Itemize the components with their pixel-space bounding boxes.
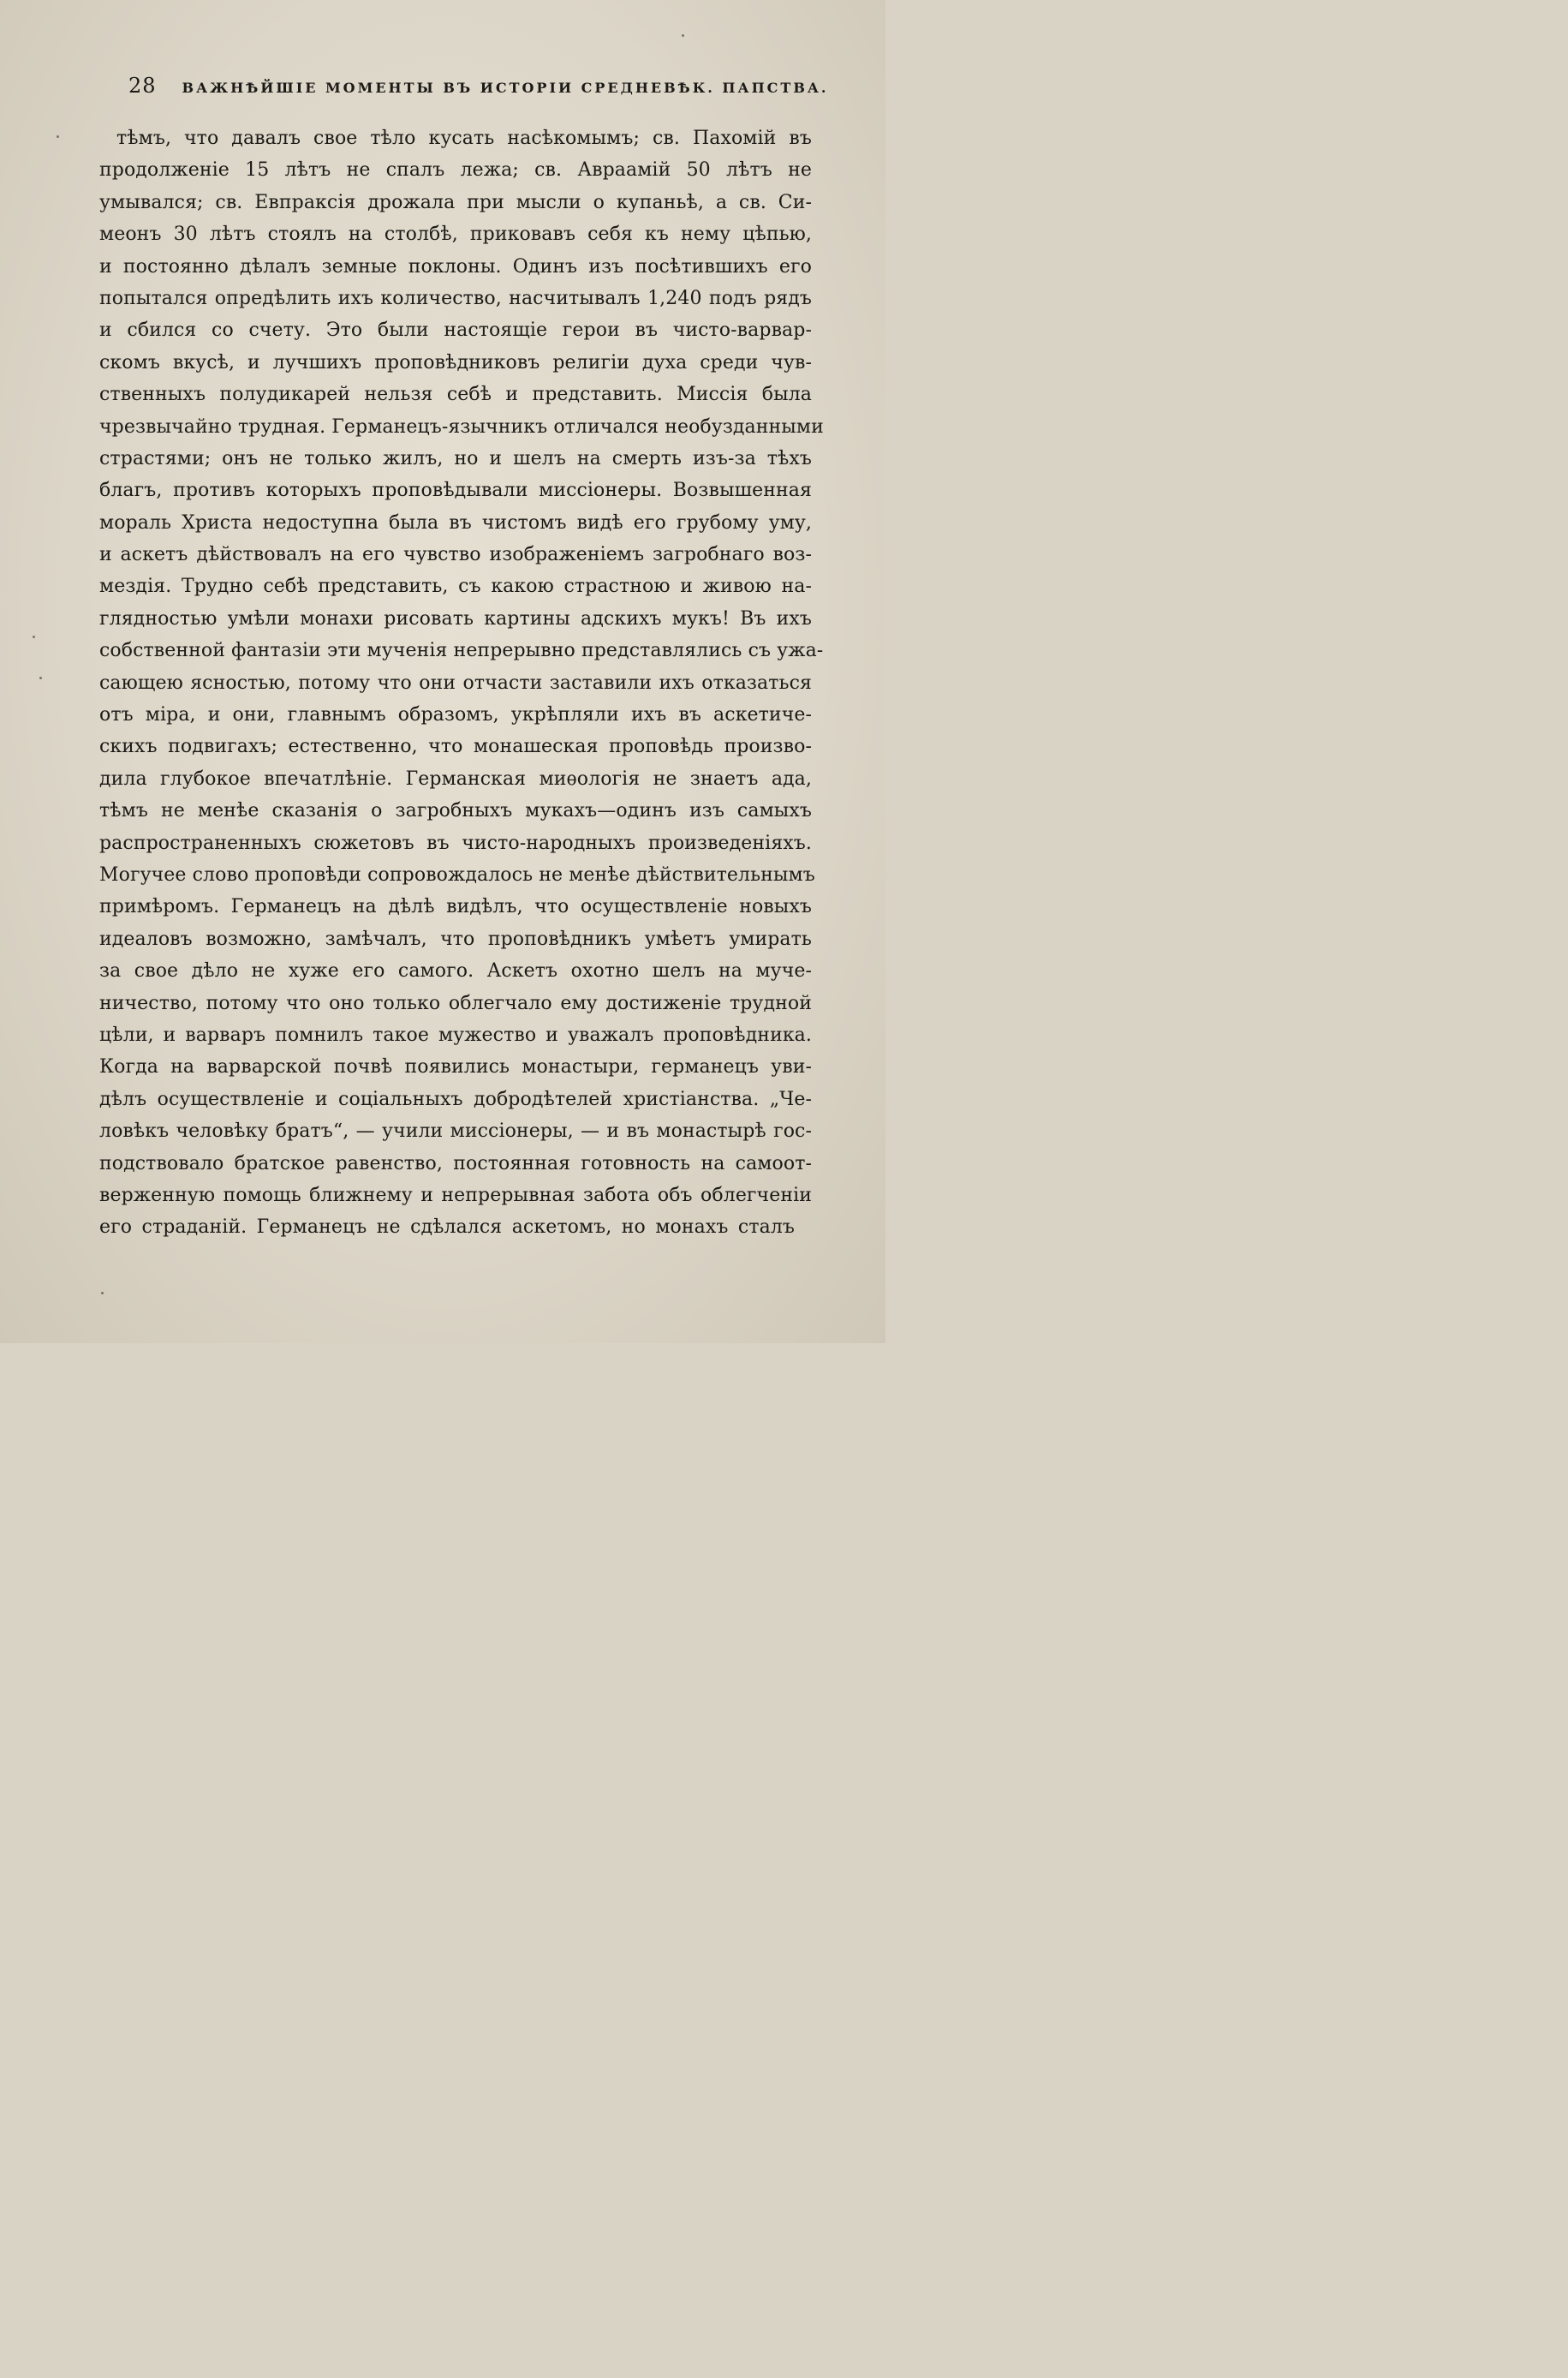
text-line: ничество, потому что оно только облегчало ему достиженіе трудной <box>99 992 812 1014</box>
book-page <box>0 0 885 1343</box>
text-line: дѣлъ осуществленіе и соціальныхъ добродѣтелей христіанства. „Че- <box>99 1088 812 1110</box>
text-line: страстями; онъ не только жилъ, но и шелъ на смерть изъ-за тѣхъ <box>99 447 812 469</box>
paper-speck <box>57 135 59 138</box>
page-header <box>128 74 829 99</box>
text-line: мораль Христа недоступна была въ чистомъ видѣ его грубому уму, <box>99 511 812 534</box>
text-line: тѣмъ, что давалъ свое тѣло кусать насѣкомымъ; св. Пахомій въ <box>116 128 812 149</box>
text-line: и сбился со счету. Это были настоящіе герои въ чисто-варвар- <box>99 320 812 342</box>
text-line: ственныхъ полудикарей нельзя себѣ и представить. Миссія была <box>99 384 812 406</box>
text-line: и постоянно дѣлалъ земные поклоны. Одинъ изъ посѣтившихъ его <box>99 255 812 278</box>
paper-speck <box>101 1292 104 1294</box>
text-line: его страданій. Германецъ не сдѣлался аскетомъ, но монахъ сталъ <box>99 1216 795 1239</box>
text-line: цѣли, и варваръ помнилъ такое мужество и уважалъ проповѣдника. <box>99 1024 812 1046</box>
text-line: идеаловъ возможно, замѣчалъ, что проповѣдникъ умѣетъ умирать <box>99 928 812 950</box>
body-text <box>99 122 824 1244</box>
text-line: мездія. Трудно себѣ представить, съ какою страстною и живою на- <box>99 576 812 598</box>
text-line: умывался; св. Евпраксія дрожала при мысли о купаньѣ, а св. Си- <box>99 191 812 213</box>
text-line: продолженіе 15 лѣтъ не спалъ лежа; св. Авраамій 50 лѣтъ не <box>99 159 812 182</box>
page-number: 28 <box>128 74 157 98</box>
text-line: глядностью умѣли монахи рисовать картины адскихъ мукъ! Въ ихъ <box>99 607 812 630</box>
text-line: за свое дѣло не хуже его самого. Аскетъ охотно шелъ на муче- <box>99 960 812 983</box>
text-line: отъ міра, и они, главнымъ образомъ, укрѣпляли ихъ въ аскетиче- <box>99 704 812 726</box>
text-line: верженную помощь ближнему и непрерывная забота объ облегченіи <box>99 1184 812 1206</box>
paper-speck <box>33 636 35 638</box>
text-line: Когда на варварской почвѣ появились монастыри, германецъ уви- <box>99 1056 812 1078</box>
text-line: попытался опредѣлить ихъ количество, насчитывалъ 1,240 подъ рядъ <box>99 287 812 309</box>
text-line: подствовало братское равенство, постоянная готовность на самоот- <box>99 1152 812 1174</box>
text-line: ловѣкъ человѣку братъ“, — учили миссіонеры, — и въ монастырѣ гос- <box>99 1120 812 1143</box>
text-line: меонъ 30 лѣтъ стоялъ на столбѣ, приковавъ себя къ нему цѣпью, <box>99 224 812 246</box>
running-title: ВАЖНѢЙШІЕ МОМЕНТЫ ВЪ ИСТОРІИ СРЕДНЕВѢК. ПАПСТВА. <box>182 80 829 96</box>
paper-speck <box>39 677 42 679</box>
text-line: скомъ вкусѣ, и лучшихъ проповѣдниковъ религіи духа среди чув- <box>99 351 812 373</box>
text-line: примѣромъ. Германецъ на дѣлѣ видѣлъ, что осуществленіе новыхъ <box>99 896 812 918</box>
text-line: сающею ясностью, потому что они отчасти заставили ихъ отказаться <box>99 672 812 694</box>
text-line: собственной фантазіи эти мученія непрерывно представлялись съ ужа- <box>99 640 824 662</box>
text-line: Могучее слово проповѣди сопровождалось не менѣе дѣйствительнымъ <box>99 863 815 886</box>
text-line: тѣмъ не менѣе сказанія о загробныхъ мукахъ—одинъ изъ самыхъ <box>99 800 812 822</box>
text-line: дила глубокое впечатлѣніе. Германская миѳологія не знаетъ ада, <box>99 768 812 790</box>
text-line: чрезвычайно трудная. Германецъ-язычникъ отличался необузданными <box>99 415 824 438</box>
paper-speck <box>682 34 684 37</box>
text-line: скихъ подвигахъ; естественно, что монашеская проповѣдь произво- <box>99 736 812 758</box>
text-line: благъ, противъ которыхъ проповѣдывали миссіонеры. Возвышенная <box>99 480 812 502</box>
text-line: распространенныхъ сюжетовъ въ чисто-народныхъ произведеніяхъ. <box>99 832 812 854</box>
text-line: и аскетъ дѣйствовалъ на его чувство изображеніемъ загробнаго воз- <box>99 544 812 566</box>
